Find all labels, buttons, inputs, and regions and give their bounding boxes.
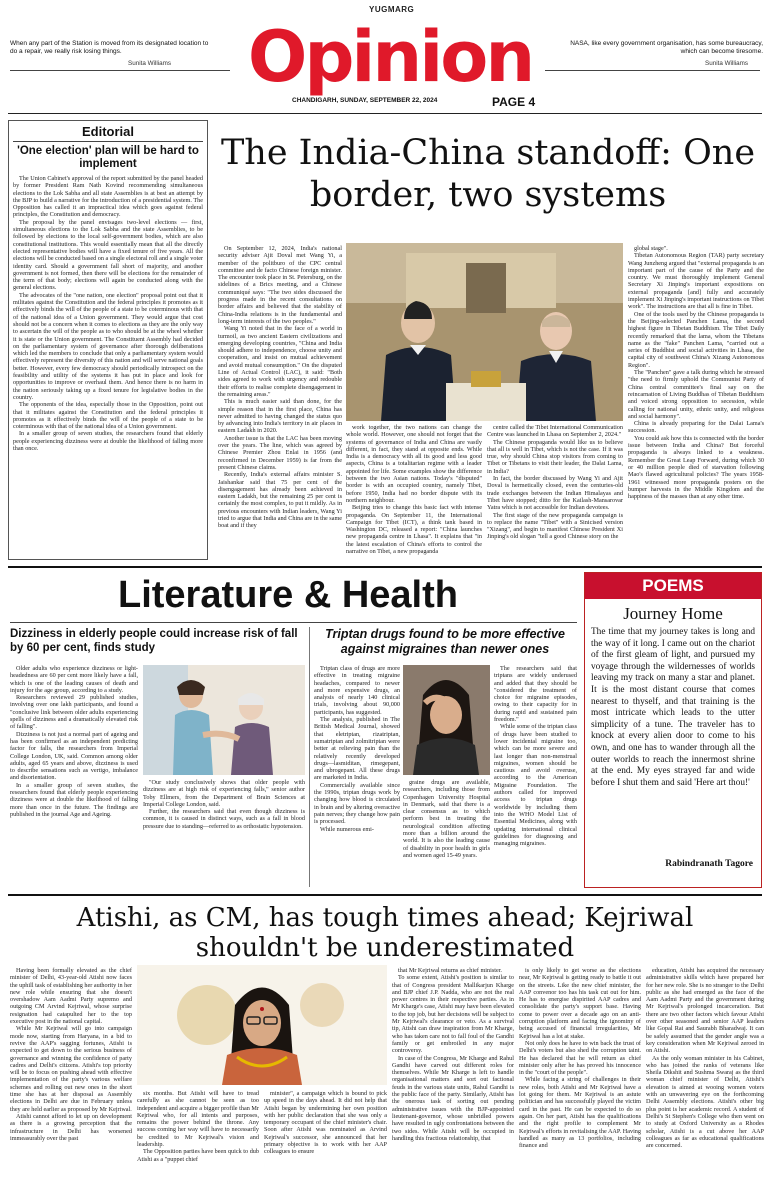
- right-byline: Sunita Williams: [705, 60, 749, 67]
- atishi-paragraph: Not only does he have to win back the trust of Delhi's voters but also shed the corruption taint. He has declared that he will return as chief minister only after he has proved his innocence in the "court of the people".: [519, 1039, 641, 1077]
- lead-paragraph: The Chinese propaganda would like us to believe that all is well in Tibet, which is not the case. If it was true, why should China stop visitors from coming to Tibet or Tibetans to visit their leader, the Dalai Lama, in India?: [487, 438, 623, 475]
- poem-title: Journey Home: [623, 604, 723, 623]
- atishi-paragraph: Having been formally elevated as the chief minister of Delhi, 43-year-old Atishi now faces the uphill task of establishing her authority in her new role while ensuring that she doesn't overshadow Aam Aadmi Party supremo and outgoing CM Arvind Kejriwal, whose surprise resignation had catapulted her to the top executive post in the national capital.: [10, 967, 132, 1026]
- dizziness-paragraph: Researchers reviewed 29 published studies, involving over one lakh participants, and found a "conclusive link between older adults experiencing spells of dizziness and a dramatically elevated risk of falling".: [10, 694, 138, 731]
- triptan-headline: Triptan drugs found to be more effective against migraines than newer ones: [325, 627, 565, 656]
- right-rule: [545, 70, 760, 71]
- dizziness-paragraph: Dizziness is not just a normal part of ageing and has been confirmed as an independent predicting factor for falls, the researchers from Imperial College London, UK, said. Common among older adults, aged 65 years and above, dizziness is used to describe sensations such as vertigo, imbalance and disorientation.: [10, 730, 138, 782]
- dizziness-paragraph: Further, the researchers said that even though dizziness is common, it is caused in distinct ways, such as a fall in blood pressure due to standing—referred to as orthostatic hypotension.: [143, 808, 305, 830]
- lead-paragraph: One of the tools used by the Chinese propaganda is the Beijing-selected Panchen Lama, the second highest figure in Tibetan Buddhism. The Tibet Daily recently remarked that the lama, whom the Tibetans name as the "fake" Panchen Lama, "carried out a series of Buddhist and social activities in Lhasa, the capital city of southwest China's Xizang Autonomous Region".: [628, 310, 764, 369]
- editorial-paragraph: In a smaller group of seven studies, the researchers found that elderly people experiencing dizziness were at double the likelihood of falling more than once.: [13, 430, 203, 452]
- atishi-column-4: [392, 967, 514, 1199]
- atishi-paragraph: As the only woman minister in his Cabinet, who has joined the ranks of veterans like Sheila Dikshit and Sushma Swaraj as the third woman chief minister of Delhi, Atishi's elevation is aimed at wooing women voters with an unwavering eye on the forthcoming Delhi Assembly elections. Atishi's other big plus point is her academic record. A student of Delhi's St Stephen's College who then went on to study at Oxford University as a Rhodes scholar, Atishi is a cut above her AAP colleagues as far as educational qualifications are concerned.: [646, 1054, 764, 1150]
- editorial-rule: [13, 141, 203, 142]
- lead-column-2: [346, 424, 482, 561]
- dizziness-paragraph: Older adults who experience dizziness or light-headedness are 60 per cent more likely have a fall, which is one of the leading causes of death and injury for the age group, according to a study.: [10, 665, 138, 694]
- atishi-paragraph: While Mr Kejriwal will go into campaign mode now, starting from Haryana, in a bid to revive the AAP's sagging fortunes, Atishi is expected to get down to the serious business of governance and winning the confidence of party cadres and Delhi's citizens. Atishi's top priority will be to focus on pushing ahead with effective implementation of the party's various welfare schemes and rolling out new ones in the short time she has at her disposal as Assembly elections in Delhi are due in February unless they are held earlier as proposed by Mr Kejriwal.: [10, 1025, 132, 1113]
- triptan-paragraph: The researchers said that triptans are widely underused and added that they should be "considered the treatment of choice for migraine episodes, owing to their capacity for in during rapid and sustained pain freedom.": [494, 665, 577, 724]
- atishi-paragraph: education, Atishi has acquired the necessary administrative skills which have prepared her for her new role. She is no stranger to the Delhi public as she had emerged as the face of the Aam Aadmi Party and the government during Mr Kejriwal's prolonged incarceration. But there are two other factors which favour Atishi over other seasoned and senior AAP leaders like Gopal Rai and Saurabh Bharadwaj. It can be safely assumed that the gender angle was a key consideration when Mr Kejriwal zeroed in on Atishi.: [646, 967, 764, 1055]
- page-number: PAGE 4: [492, 95, 536, 109]
- poems-banner: POEMS: [585, 573, 761, 599]
- lead-paragraph: work together, the two nations can change the whole world. However, one should not forget that the systems of governance of India and China are vastly different, in fact, they stand at opposite ends. While India is a democracy with all its good and less good aspects, China is a totalitarian regime with a leader appointed for life. Some examples show the difference between the two Asian nations. Today's "disputed" border is with an occupied country, namely Tibet, before 1950, India had no border dispute with its northern neighbour.: [346, 424, 482, 504]
- editorial-box: [8, 120, 208, 560]
- lead-paragraph: The "Panchen" gave a talk during which he stressed "the need to firmly uphold the Communist Party of China central committee's final say on the reincarnation of Living Buddhas of Tibetan Buddhism and voiced strong opposition to secession, while calling for national unity, ethnic unity, and religious and social harmony".: [628, 369, 764, 420]
- poem-author: Rabindranath Tagore: [665, 859, 753, 869]
- editorial-paragraph: The proposal by the panel envisages two-level elections — first, simultaneous elections to the Lok Sabha and the state Assemblies, to be followed by elections to the local self-government bodies, which are also constitutional institutions. This would essentially mean that all the directly elected representative bodies will have a fixed tenure of five years. All the elections will be conducted based on a single electoral roll and a single voter identity card. Should a government fall short of majority, and another government is not formed, then there will be elections for the remainder of the term of that body; elections will again be conducted along with the general elections.: [13, 218, 203, 292]
- poem-body: The time that my journey takes is long and the way of it long. I came out on the chariot of the first gleam of light, and pursued my voyage through the wildernesses of worlds leaving my track on many a star and planet. It is the most distant course that comes nearest to thyself, and that training is the most intricate which leads to the utter simplicity of a tune. The traveler has to knock at every alien door to come to his own, and one has to wander through all the outer worlds to reach the innermost shrine at the end. My eyes strayed far and wide before I shut them and said 'Here art thou!': [591, 627, 755, 788]
- lead-paragraph: This is much easier said than done, for the simple reason that in the first place, China has never admitted to having changed the status quo by advancing into India's territory in air places in eastern Ladakh in 2020.: [218, 398, 342, 435]
- atishi-column-2: [137, 1090, 259, 1199]
- masthead-divider: [8, 113, 762, 114]
- atishi-photo: [137, 965, 387, 1085]
- triptan-paragraph: The analysis, published in The British Medical Journal, showed that eletriptan, rizatriptan, sumatriptan and zolmitriptan were better at relieving pain than the relatively recently developed drugs—lasmiditan, rimegepant, and ubrogepant. All these drugs are marketed in India.: [314, 716, 400, 782]
- leaders-meeting-photo: [346, 243, 623, 421]
- atishi-column-3: [264, 1090, 387, 1199]
- masthead-title: Opinion: [247, 16, 533, 98]
- lead-paragraph: On September 12, 2024, India's national security adviser Ajit Doval met Wang Yi, a member of the politburo of the CPC central committee and de facto Chinese foreign minister. The encounter took place in St. Petersburg, on the sidelines of a Brics meeting, and a Chinese communiqué says: "The two sides discussed the progress made in the recent consultations on border affairs and believed that the stability of China-India relations is in the fundamental and long-term interests of the two peoples.": [218, 245, 342, 325]
- atishi-paragraph: is only likely to get worse as the elections near, Mr Kejriwal is getting ready to battle it out on the streets. Like the new chief minister, the AAP convenor too has his task cut out for him. He has to energise dispirited AAP cadres and consolidate the party's support base. Having come to power over a decade ago on an anti-corruption platform and facing the ignominy of being accused of financial irregularities, Mr Kejriwal has a lot at stake.: [519, 967, 641, 1040]
- editorial-label: Editorial: [81, 124, 134, 139]
- elderly-care-photo: [143, 665, 305, 775]
- lead-paragraph: Tibetan Autonomous Region (TAR) party secretary Wang Junzheng argued that "external propaganda is an important part of the cause of the Party and the country. We must thoroughly implement General Secretary Xi Jinping's important expositions on external propaganda [and] fully and accurately implement Xi Jinping's important instructions on Tibet work". The instructions are that all is fine in Tibet.: [628, 252, 764, 311]
- lead-paragraph: centre called the Tibet International Communication Centre was launched in Lhasa on September 2, 2024.": [487, 424, 623, 439]
- dateline: CHANDIGARH, SUNDAY, SEPTEMBER 22, 2024: [292, 97, 438, 104]
- lead-paragraph: Beijing tries to change this basic fact with intense propaganda. On September 11, the International Campaign for Tibet (ICT), a think tank based in Washington DC, released a report: "China launches new propaganda centre in Lhasa". It explains that "in the latest escalation of China's efforts to control the narrative on Tibet, a new propaganda: [346, 504, 482, 556]
- atishi-paragraph: Atishi cannot afford to let up on development as there is a growing perception that the infrastructure in Delhi has worsened immeasurably over the past: [10, 1112, 132, 1142]
- lead-paragraph: Wang Yi noted that in the face of a world in turmoil, as two ancient Eastern civilizations and emerging developing countries, "China and India should adhere to independence, choose unity and cooperation, and insist on mutual achievement and avoid mutual consumption." On the disputed Line of Actual Control (LAC), it said: "Both sides agreed to work with urgency and redouble their efforts to realise complete disengagement in the remaining areas.": [218, 325, 342, 398]
- lead-paragraph: China is already preparing for the Dalai Lama's succession.: [628, 420, 764, 435]
- triptan-paragraph: While some of the triptan class of drugs have been studied to lower incidental migraine too, which can be more severe and last longer than non-menstrual migraines, women should be cautious and avoid overuse, according to the American Migraine Foundation. The authors called for improved access to triptan drugs worldwide by including them into the WHO Model List of Essential Medicines, along with updating international clinical guidelines for diagnosing and managing migraines.: [494, 723, 577, 848]
- lead-paragraph: Recently, India's external affairs minister S. Jaishankar said that 75 per cent of the disengagement has already been achieved in eastern Ladakh, but the remaining 25 per cent is certainly the most complex, to put it mildly. As in previous encounters with Indian leaders, Wang Yi tried to argue that India and China are in the same boat and if they: [218, 471, 342, 530]
- atishi-paragraph: minister", a campaign which is bound to pick up speed in the days ahead. It did not help that Atishi began by undermining her own position with her public declaration that she was only a temporary occupant of the chief minister's chair. Soon after Atishi was nominated as Arvind Kejriwal's successor, she announced that her primary objective is to work with her AAP colleagues to ensure: [264, 1090, 387, 1156]
- lead-paragraph: You could ask how this is connected with the border issue between India and China? But forceful propaganda is always linked to a weakness. Remember the Great Leap Forward, during which 30 or 40 million people died of starvation following Mao's flawed agricultural policies? The years 1958-1961 witnessed more propaganda posters on the bumper harvests in the Middle Kingdom and the happiness of the masses than at any other time.: [628, 434, 764, 501]
- atishi-paragraph: While facing a string of challenges in their new roles, both Atishi and Mr Kejriwal have a lot going for them. Mr Kejriwal is an astute politician and has successfully played the victim card in the past. He can be expected to do so again. On her part, Atishi has the qualifications and the right profile to complement Mr Kejriwal's efforts in revitalising the AAP. Having handled as many as 13 portfolios, including finance and: [519, 1076, 641, 1150]
- dizziness-column-2: [143, 779, 305, 887]
- brand-name: YUGMARG: [369, 5, 415, 14]
- migraine-woman-photo: [403, 665, 490, 775]
- editorial-paragraph: The Union Cabinet's approval of the report submitted by the panel headed by former President Ram Nath Kovind recommending simultaneous elections to the Lok Sabha and all state Assemblies is at best an attempt by the BJP to build a narrative for the introduction of a presidential system. The Opposition has called it an impractical idea which goes against federal principles, the Constitution and democracy.: [13, 175, 203, 219]
- atishi-column-1: [10, 967, 132, 1199]
- poems-box: [584, 572, 762, 888]
- lead-paragraph: In fact, the border discussed by Wang Yi and Ajit Doval is hermetically closed, even the centuries-old trade exchanges between the Indian Himalayas and Tibet have stopped; ditto for the Kailash-Mansarovar Yatra which is not accessible for Indian devotees.: [487, 475, 623, 512]
- left-rule: [10, 70, 230, 71]
- atishi-column-5: [519, 967, 641, 1199]
- left-byline: Sunita Williams: [128, 60, 172, 67]
- atishi-headline: Atishi, as CM, has tough times ahead; Kejriwal shouldn't be underestimated: [76, 903, 694, 963]
- dizziness-paragraph: "Our study conclusively shows that older people with dizziness are at high risk of experiencing falls," senior author Toby Ellmers, from the Department of Brain Sciences at Imperial College London, said.: [143, 779, 305, 808]
- lead-paragraph: Another issue is that the LAC has been moving over the years. The line, which was agreed by Chinese Premier Zhou Enlai in 1956 (and reconfirmed in December 1959) is far from the present Chinese claims.: [218, 434, 342, 471]
- lead-paragraph: global stage".: [634, 245, 668, 252]
- dizziness-column-1: [10, 665, 138, 887]
- atishi-paragraph: six months. But Atishi will have to tread carefully as she cannot be seen as too independent and acquire a bigger profile than Mr Kejriwal who, for all intents and purposes, remains the power behind the throne. Any success coming her way will have to necessarily be credited to Mr Kejriwal's vision and leadership.: [137, 1090, 259, 1149]
- triptan-paragraph: Commercially available since the 1990s, triptan drugs work by changing how blood is circulated in brain and by altering overactive pain nerves; they change how pain is processed.: [314, 781, 400, 826]
- section-divider: [8, 894, 762, 896]
- lead-column-3: [487, 424, 623, 561]
- lead-column-1: [218, 245, 342, 561]
- lead-column-4: [628, 245, 764, 561]
- triptan-paragraph: While numerous emi-: [320, 825, 374, 833]
- right-tagline: NASA, like every government organisation, has some bureaucracy, which can become tiresome.: [570, 40, 763, 55]
- triptan-column-3: [494, 665, 577, 887]
- atishi-paragraph: In case of the Congress, Mr Kharge and Rahul Gandhi have carved out different roles for themselves. While Mr Kharge is left to handle organisational matters and sort out factional feuds in the various state units, Rahul Gandhi is the public face of the party. Similarly, Atishi has the onerous task of sorting out pending administrative issues with the BJP-appointed lieutenant-governor, whose unbridled powers have resulted in ugly confrontations between the two sides. While Atishi will be occupied in handling this fractious relationship, that: [392, 1054, 514, 1142]
- lead-paragraph: The first stage of the new propaganda campaign is to replace the name "Tibet" with a Sinicised version "Xizang", and begin to manifest Chinese President Xi Jinping's old slogan "tell a good Chinese story on the: [487, 511, 623, 541]
- atishi-paragraph: The Opposition parties have been quick to dub Atishi as a "puppet chief: [137, 1148, 259, 1163]
- lead-headline: The India-China standoff: One border, two systems: [220, 133, 756, 215]
- triptan-column-1: [314, 665, 400, 887]
- editorial-body: [13, 175, 203, 565]
- editorial-paragraph: The advocates of the "one nation, one election" proposal point out that it militates against the Constitution and the federal principles it promotes as it effectively binds the will of the people of a state to be coterminous with that of the national idea of a Union government. They would argue that cost should not be a concern when it comes to elections as they are the only way to ascertain the will of the people as to who should be at the wheel whether it is state or the Union government. The Constituent Assembly had decided on the parliamentary system of governance after thorough deliberations which led the members to conclude that only a parliamentary system would effectively represent the diversity of this nation and will serve national goals better. However, every few democracy should periodically introspect on the feasibility and utility of the systems it has put in place and look for opportunities to improve or overhaul them. And hence there is no harm in the nation seriously taking up a fixed tenure for legislative bodies in the country.: [13, 291, 203, 401]
- dizziness-headline: Dizziness in elderly people could increase risk of fall by 60 per cent, finds study: [10, 628, 298, 654]
- triptan-paragraph: Triptan class of drugs are more effective in treating migraine headaches, compared to newer and more expensive drugs, an analysis of nearly 140 clinical trials, involving about 90,000 participants, has suggested.: [314, 665, 400, 716]
- section-rule: [10, 622, 577, 623]
- story-divider: [309, 627, 310, 887]
- editorial-paragraph: The opponents of the idea, especially those in the Opposition, point out that it militates against the Constitution and the federal principles it promotes as it effectively binds the will of the people of a state to be coterminous with that of the national idea of a Union government.: [13, 401, 203, 431]
- triptan-column-2: [403, 779, 490, 887]
- left-tagline: When any part of the Station is moved from its designated location to do a repair, we really risk losing things.: [10, 40, 209, 55]
- section-title: Literature & Health: [118, 574, 458, 616]
- dizziness-paragraph: In a smaller group of seven studies, the researchers found that elderly people experiencing dizziness were at double the likelihood of falling more than once in the future. The findings are published in the journal Age and Ageing.: [10, 781, 138, 818]
- editorial-headline: 'One election' plan will be hard to implement: [17, 145, 199, 170]
- triptan-paragraph: graine drugs are available, researchers, including those from Copenhagen University Hospital in Denmark, said that there is a clear consensus as to which perform best in treating the neurological condition affecting more than a billion around the world. It is also the leading cause of disability in poor health in girls and women aged 15-49 years.: [403, 779, 490, 859]
- section-divider: [8, 566, 762, 568]
- atishi-paragraph: To some extent, Atishi's position is similar to that of Congress president Mallikarjun Kharge and BJP chief J.P. Nadda, who are not the real power centres in their respective parties. As in Mr Kharge's case, Atishi may have been elevated to the top job, but her decisions will be subject to Mr Kejriwal's clearance or veto. As a survival tip, Atishi can draw inspiration from Mr Kharge, who has taken care not to fall foul of the Gandhi family or get embroiled in any major controversy.: [392, 974, 514, 1055]
- atishi-paragraph: that Mr Kejriwal returns as chief minister.: [398, 967, 502, 974]
- atishi-column-6: [646, 967, 764, 1199]
